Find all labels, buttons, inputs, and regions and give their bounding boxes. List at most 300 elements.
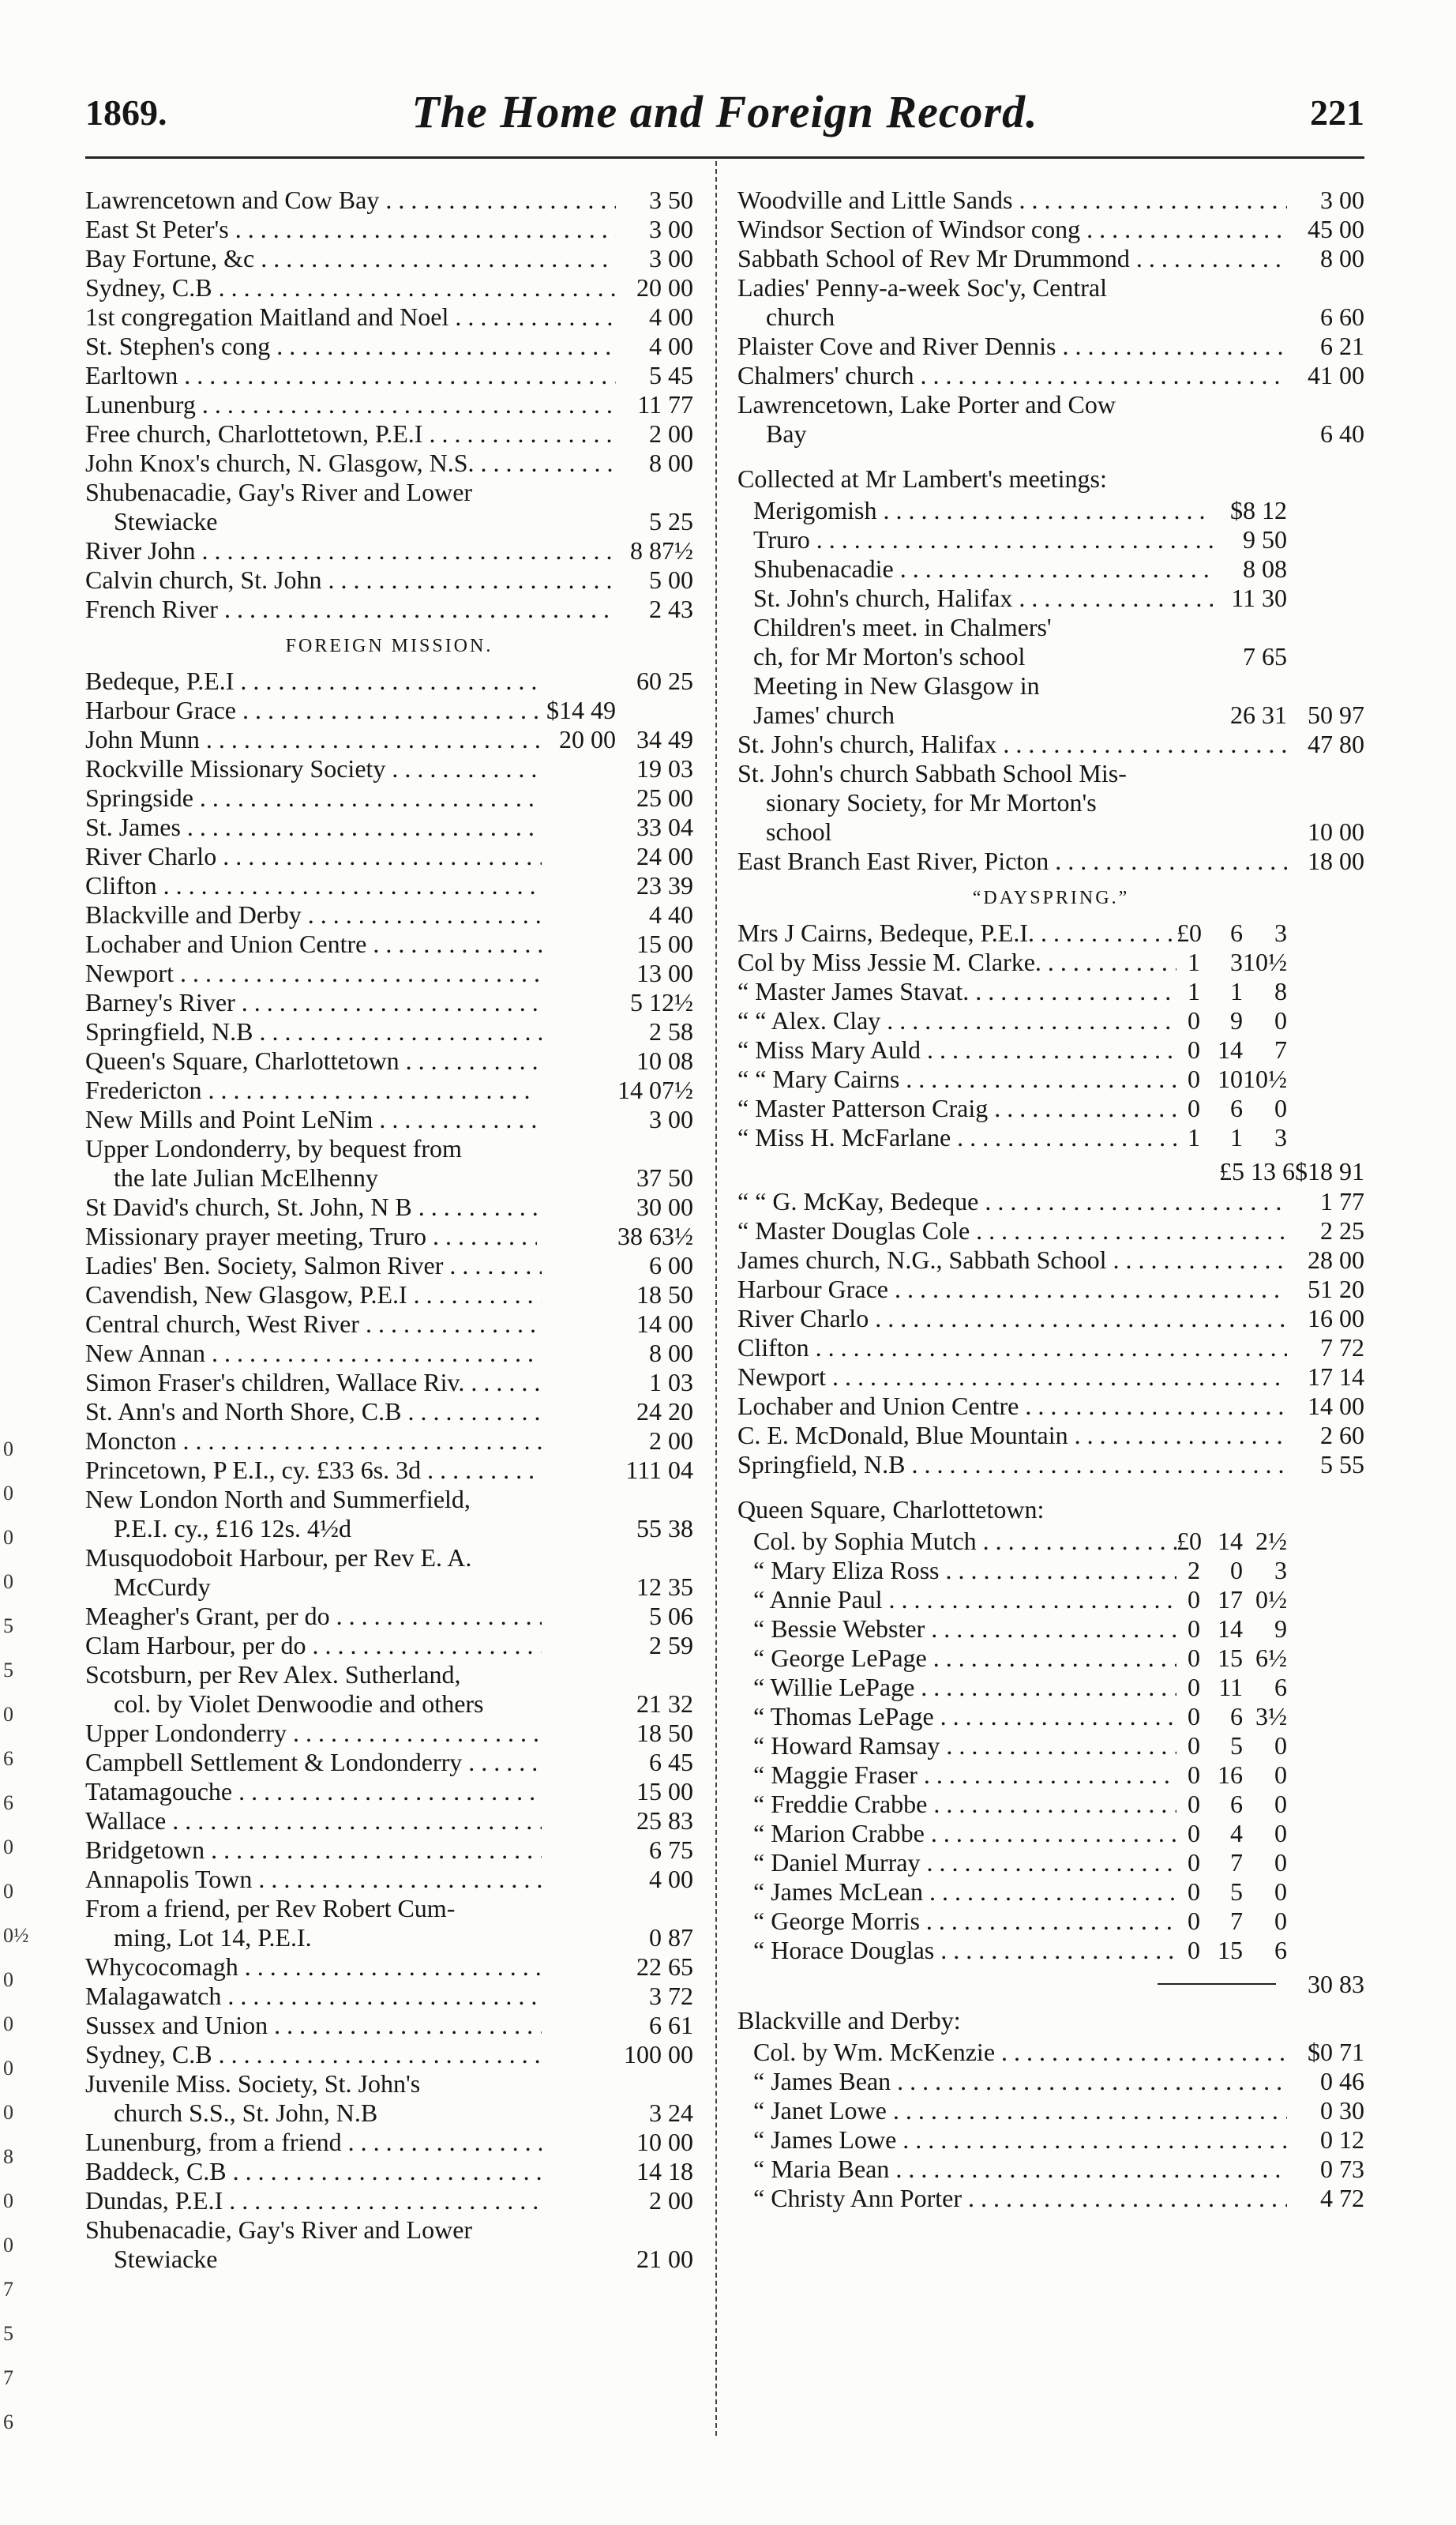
margin-digit: 7	[3, 2366, 13, 2389]
entry-pounds: 0	[1188, 1035, 1200, 1064]
entry-pence: 2½	[1255, 1527, 1287, 1555]
entry-name: St. Stephen's cong . . .	[85, 332, 616, 361]
entry-name: Newport . . .	[85, 959, 542, 988]
entry-row	[85, 1017, 693, 1046]
entry-name: Lochaber and Union Centre . . .	[737, 1392, 1287, 1421]
entry-name: Malagawatch . . .	[85, 1982, 542, 2011]
blackville-heading: Blackville and Derby:	[737, 2006, 961, 2035]
entry-row	[737, 302, 1364, 332]
entry-name: French River . . .	[85, 595, 616, 624]
entry-name: “ Christy Ann Porter . . .	[753, 2184, 1287, 2213]
entry-row	[737, 273, 1364, 302]
total-rule	[1158, 1983, 1276, 1985]
entry-row	[737, 788, 1364, 817]
entry-lsd	[1176, 1585, 1287, 1614]
entry-amount: 11 77	[637, 390, 693, 419]
entry-row	[85, 1719, 693, 1748]
entry-row	[85, 1894, 693, 1923]
entry-row	[737, 1819, 1364, 1848]
entry-row	[737, 1848, 1364, 1877]
entry-amount: 15 00	[636, 1777, 693, 1805]
entry-row	[85, 361, 693, 390]
entry-subtotal: 26 31	[1230, 701, 1287, 729]
entry-pounds: 0	[1188, 1614, 1200, 1643]
entry-row	[737, 1790, 1364, 1819]
margin-digit: 7	[3, 2278, 13, 2301]
entry-shillings: 1	[1230, 1123, 1243, 1152]
entry-row	[85, 1923, 693, 1952]
spacer	[737, 449, 1364, 458]
entry-name: Springfield, N.B . . .	[85, 1017, 542, 1046]
entry-amount: 2 00	[649, 419, 693, 448]
entry-pounds: 0	[1188, 1936, 1200, 1964]
entry-amount: $0 71	[1308, 2038, 1364, 2066]
entry-shillings: 1	[1230, 977, 1243, 1005]
entry-row	[85, 1982, 693, 2011]
entry-amount: 21 32	[636, 1689, 693, 1718]
entry-row	[85, 273, 693, 302]
entry-name: Harbour Grace . . .	[737, 1275, 1287, 1304]
entry-name: St David's church, St. John, N B . . .	[85, 1193, 542, 1222]
entry-amount: 5 06	[649, 1602, 693, 1630]
entry-lsd	[1176, 1527, 1287, 1556]
entry-shillings: 17	[1218, 1585, 1243, 1614]
entry-name: Woodville and Little Sands . . .	[737, 186, 1287, 215]
entry-name: Upper Londonderry . . .	[85, 1719, 542, 1748]
entry-pounds: £0	[1176, 919, 1202, 947]
entry-name: St. James . . .	[85, 813, 542, 842]
entry-row	[737, 1216, 1364, 1246]
entry-subtotal: 20 00	[559, 725, 616, 753]
entry-row	[737, 2184, 1364, 2213]
entry-amount: 8 00	[649, 449, 693, 477]
entry-name: “ Freddie Crabbe . . .	[753, 1790, 1176, 1819]
entry-name: Stewiacke	[114, 2245, 218, 2273]
entry-amount: 18 50	[636, 1719, 693, 1747]
entry-row	[737, 1527, 1364, 1556]
entry-row	[85, 1368, 693, 1397]
entry-pounds: 0	[1188, 1907, 1200, 1935]
entry-row	[85, 2157, 693, 2186]
entry-name: “ Mary Eliza Ross . . .	[753, 1556, 1176, 1585]
entry-shillings: 15	[1218, 1936, 1243, 1964]
entry-amount: 25 00	[636, 783, 693, 812]
entry-row	[85, 1485, 693, 1514]
entry-row	[85, 725, 693, 754]
entry-row	[85, 1456, 693, 1485]
entry-amount: 14 00	[636, 1309, 693, 1338]
entry-shillings: 3	[1230, 948, 1243, 976]
entry-lsd	[1176, 1790, 1287, 1819]
entry-row	[737, 847, 1364, 876]
entry-name: Bay Fortune, &c . . .	[85, 244, 616, 273]
entry-name: “ James McLean . . .	[753, 1877, 1176, 1907]
entry-row	[85, 667, 693, 696]
entry-shillings: 14	[1218, 1035, 1243, 1064]
entry-row	[85, 1309, 693, 1339]
entry-name: Ladies' Penny-a-week Soc'y, Central	[737, 273, 1107, 302]
entry-row	[85, 2099, 693, 2128]
entry-pounds: 2	[1188, 1556, 1200, 1584]
entry-row	[737, 1644, 1364, 1673]
entry-row	[85, 1514, 693, 1543]
entry-amount: 5 00	[649, 565, 693, 594]
entry-shillings: 9	[1230, 1006, 1243, 1035]
entry-row	[737, 496, 1364, 525]
entry-name: Stewiacke	[114, 507, 218, 535]
entry-pence: 6½	[1255, 1644, 1287, 1672]
entry-amount: 3 00	[649, 215, 693, 243]
entry-amount: 2 58	[649, 1017, 693, 1046]
entry-name: “ Horace Douglas . . .	[753, 1936, 1176, 1965]
entry-row	[737, 671, 1364, 701]
entry-row	[737, 613, 1364, 642]
entry-row	[737, 2096, 1364, 2125]
entry-name: Meagher's Grant, per do . . .	[85, 1602, 542, 1631]
entry-name: New London North and Summerfield,	[85, 1485, 471, 1513]
entry-row	[85, 696, 693, 725]
entry-name: Col. by Sophia Mutch . . .	[753, 1527, 1176, 1556]
entry-shillings: 14	[1218, 1527, 1243, 1555]
entry-row	[737, 2155, 1364, 2184]
entry-name: Harbour Grace . . .	[85, 696, 542, 725]
entry-name: New Annan . . .	[85, 1339, 542, 1368]
entry-row	[85, 478, 693, 507]
margin-digit: 0	[3, 2012, 13, 2035]
entry-amount: 6 40	[1320, 419, 1364, 448]
entry-lsd	[1176, 1673, 1287, 1702]
entry-row	[85, 813, 693, 842]
entry-row	[85, 302, 693, 332]
entry-row	[85, 332, 693, 361]
left-column	[85, 186, 693, 2274]
margin-digit: 0	[3, 1968, 13, 1991]
entry-name: “ Maggie Fraser . . .	[753, 1760, 1176, 1790]
entry-row	[85, 1777, 693, 1806]
entry-amount: 3 00	[649, 244, 693, 272]
entry-row	[85, 2069, 693, 2099]
entry-amount: 2 25	[1320, 1216, 1364, 1245]
entry-row	[85, 1163, 693, 1193]
entry-row	[85, 871, 693, 900]
spacer	[737, 1479, 1364, 1489]
entry-name: “ Miss Mary Auld . . .	[737, 1035, 1176, 1065]
entry-name: “ James Bean . . .	[753, 2067, 1287, 2096]
entry-row	[737, 332, 1364, 361]
entry-name: Missionary prayer meeting, Truro . . .	[85, 1222, 537, 1251]
entry-lsd	[1176, 1644, 1287, 1673]
margin-digit: 0	[3, 2057, 13, 2080]
entry-amount: 38 63½	[617, 1222, 693, 1250]
entry-name: St. John's church, Halifax . . .	[737, 730, 1287, 759]
entry-name: Clifton . . .	[737, 1333, 1287, 1362]
entry-row	[85, 1222, 693, 1251]
margin-digit: 0	[3, 1880, 13, 1903]
margin-digit: 0	[3, 1526, 13, 1549]
entry-name: Springside . . .	[85, 783, 542, 813]
entry-row	[737, 1673, 1364, 1702]
entry-pence: 10½	[1243, 1065, 1287, 1093]
entry-amount: 3 50	[649, 186, 693, 214]
entry-name: Queen's Square, Charlottetown . . .	[85, 1046, 542, 1076]
entry-amount: 3 00	[649, 1105, 693, 1133]
entry-subtotal: $14 49	[546, 696, 616, 724]
margin-digit: 0	[3, 2234, 13, 2256]
entry-name: Bay	[766, 419, 807, 448]
entry-amount: 8 87½	[630, 536, 693, 565]
entry-pounds: 1	[1188, 977, 1200, 1005]
entry-row	[737, 1094, 1364, 1123]
entry-name: col. by Violet Denwoodie and others	[114, 1689, 484, 1718]
entry-pence: 0	[1274, 1819, 1287, 1847]
margin-digit: 6	[3, 1747, 13, 1770]
entry-name: “ Janet Lowe . . .	[753, 2096, 1287, 2125]
entry-row	[85, 1426, 693, 1456]
entry-row	[737, 1907, 1364, 1936]
entry-pence: 0	[1274, 1877, 1287, 1906]
entry-amount: 0 87	[649, 1923, 693, 1952]
entry-row	[737, 1035, 1364, 1065]
entry-lsd	[1176, 948, 1287, 977]
dayspring-total-dollars: $18 91	[1295, 1157, 1364, 1185]
dayspring-total-lsd: £5 13 6	[1219, 1157, 1295, 1185]
entry-lsd	[1176, 1877, 1287, 1907]
entry-amount: 6 75	[649, 1836, 693, 1864]
entry-amount: 2 43	[649, 595, 693, 623]
entry-row	[85, 2128, 693, 2157]
entry-pounds: 0	[1188, 1731, 1200, 1760]
entry-amount: 4 00	[649, 302, 693, 331]
entry-name: Chalmers' church . . .	[737, 361, 1287, 390]
entry-pounds: 0	[1188, 1006, 1200, 1035]
entry-pounds: 0	[1188, 1790, 1200, 1818]
entry-amount: 10 08	[636, 1046, 693, 1075]
entry-amount: 4 72	[1320, 2184, 1364, 2212]
entry-amount: 4 00	[649, 332, 693, 360]
entry-pence: 0	[1274, 1790, 1287, 1818]
entry-row	[85, 1865, 693, 1894]
margin-digit: 6	[3, 2410, 13, 2433]
entry-name: Free church, Charlottetown, P.E.I . . .	[85, 419, 616, 449]
entry-amount: 23 39	[636, 871, 693, 900]
entry-row	[85, 2186, 693, 2215]
entry-amount: 6 45	[649, 1748, 693, 1776]
entry-name: Dundas, P.E.I . . .	[85, 2186, 542, 2215]
entry-amount: 51 20	[1308, 1275, 1364, 1303]
margin-digit: 0	[3, 1836, 13, 1858]
entry-name: “ James Lowe . . .	[753, 2125, 1287, 2155]
entry-row	[737, 1006, 1364, 1035]
lambert-heading: Collected at Mr Lambert's meetings:	[737, 464, 1107, 493]
entry-amount: 33 04	[636, 813, 693, 841]
entry-name: Lochaber and Union Centre . . .	[85, 930, 542, 959]
entry-row	[737, 215, 1364, 244]
entry-amount: 28 00	[1308, 1246, 1364, 1274]
entry-amount: 4 00	[649, 1865, 693, 1893]
entry-name: St. John's church, Halifax . . .	[753, 584, 1213, 613]
entry-amount: 37 50	[636, 1163, 693, 1192]
entry-name: Cavendish, New Glasgow, P.E.I . . .	[85, 1280, 542, 1309]
entry-row	[85, 754, 693, 783]
entry-row	[737, 817, 1364, 847]
entry-name: St. John's church Sabbath School Mis-	[737, 759, 1127, 787]
entry-name: Sydney, C.B . . .	[85, 2040, 542, 2069]
entry-lsd	[1176, 1614, 1287, 1644]
entry-name: C. E. McDonald, Blue Mountain . . .	[737, 1421, 1287, 1450]
entry-amount: 6 21	[1320, 332, 1364, 360]
entry-name: Tatamagouche . . .	[85, 1777, 542, 1806]
entry-amount: 5 45	[649, 361, 693, 389]
margin-digit: 0	[3, 1570, 13, 1593]
entry-name: “ George Morris . . .	[753, 1907, 1176, 1936]
entry-shillings: 10	[1218, 1065, 1243, 1093]
entry-row	[737, 1392, 1364, 1421]
entry-name: “ Marion Crabbe . . .	[753, 1819, 1176, 1848]
entry-row	[737, 1123, 1364, 1152]
margin-digit: 5	[3, 1659, 13, 1681]
entry-name: East Branch East River, Picton . . .	[737, 847, 1287, 876]
entry-amount: 41 00	[1308, 361, 1364, 389]
entry-row	[85, 2215, 693, 2245]
entry-name: Sussex and Union . . .	[85, 2011, 542, 2040]
margin-digit: 0	[3, 2101, 13, 2124]
entry-row	[85, 1105, 693, 1134]
entry-row	[85, 536, 693, 565]
entry-row	[737, 361, 1364, 390]
entry-amount: 15 00	[636, 930, 693, 958]
entry-shillings: 6	[1230, 919, 1243, 947]
entry-shillings: 5	[1230, 1877, 1243, 1906]
entry-row	[737, 1333, 1364, 1362]
entry-shillings: 7	[1230, 1907, 1243, 1935]
entry-row	[85, 1193, 693, 1222]
entry-name: Merigomish . . .	[753, 496, 1213, 525]
entry-name: Blackville and Derby . . .	[85, 900, 542, 930]
entry-subtotal: 8 08	[1243, 554, 1287, 583]
entry-row	[737, 1702, 1364, 1731]
entry-row	[85, 449, 693, 478]
entry-lsd	[1176, 1094, 1287, 1123]
entry-row	[737, 1614, 1364, 1644]
entry-name: Campbell Settlement & Londonderry . . .	[85, 1748, 542, 1777]
entry-row	[737, 525, 1364, 554]
entry-row	[85, 1046, 693, 1076]
entry-row	[737, 1187, 1364, 1216]
entry-name: Springfield, N.B . . .	[737, 1450, 1287, 1479]
entry-name: Musquodoboit Harbour, per Rev E. A.	[85, 1543, 472, 1572]
entry-name: James church, N.G., Sabbath School . . .	[737, 1246, 1287, 1275]
entry-name: Bridgetown . . .	[85, 1836, 542, 1865]
entry-amount: 10 00	[1308, 817, 1364, 846]
entry-name: Sydney, C.B . . .	[85, 273, 616, 302]
entry-row	[737, 1304, 1364, 1333]
entry-lsd	[1176, 1936, 1287, 1965]
queen-square-heading: Queen Square, Charlottetown:	[737, 1495, 1045, 1524]
entry-row	[85, 900, 693, 930]
entry-name: Sabbath School of Rev Mr Drummond . . .	[737, 244, 1287, 273]
entry-row	[85, 1631, 693, 1660]
entry-lsd	[1176, 1702, 1287, 1731]
entry-row	[737, 1362, 1364, 1392]
entry-amount: 20 00	[636, 273, 693, 302]
entry-amount: 25 83	[636, 1806, 693, 1835]
entry-pounds: 0	[1188, 1702, 1200, 1730]
entry-name: John Munn . . .	[85, 725, 542, 754]
header-year: 1869.	[85, 92, 167, 133]
entry-name: Barney's River . . .	[85, 988, 542, 1017]
entry-row	[85, 1572, 693, 1602]
queen-square-total-row	[737, 1968, 1364, 2000]
entry-row	[737, 1877, 1364, 1907]
entry-pence: 0	[1274, 1006, 1287, 1035]
entry-name: “ “ Alex. Clay . . .	[737, 1006, 1176, 1035]
entry-name: “ Daniel Murray . . .	[753, 1848, 1176, 1877]
entry-name: Mrs J Cairns, Bedeque, P.E.I. . . .	[737, 919, 1176, 948]
entry-name: Lawrencetown, Lake Porter and Cow	[737, 390, 1116, 419]
entry-amount: 0 46	[1320, 2067, 1364, 2095]
entry-name: Shubenacadie . . .	[753, 554, 1213, 584]
entry-row	[85, 244, 693, 273]
entry-row	[85, 595, 693, 624]
entry-amount: 14 07½	[617, 1076, 693, 1104]
entry-pence: 6	[1274, 1673, 1287, 1701]
margin-digit: 5	[3, 1614, 13, 1637]
entry-pounds: £0	[1176, 1527, 1202, 1555]
entry-name: From a friend, per Rev Robert Cum-	[85, 1894, 456, 1922]
entry-row	[737, 2125, 1364, 2155]
foreign-mission-heading: FOREIGN MISSION.	[285, 636, 493, 656]
entry-subtotal: 9 50	[1243, 525, 1287, 554]
entry-name: Bedeque, P.E.I . . .	[85, 667, 542, 696]
entry-row	[737, 244, 1364, 273]
entry-pence: 0½	[1255, 1585, 1287, 1614]
entry-amount: 3 00	[1320, 186, 1364, 214]
entry-name: Annapolis Town . . .	[85, 1865, 542, 1894]
entry-shillings: 16	[1218, 1760, 1243, 1789]
entry-name: Shubenacadie, Gay's River and Lower	[85, 478, 473, 506]
entry-row	[85, 1397, 693, 1426]
entry-amount: 6 00	[649, 1251, 693, 1279]
entry-shillings: 0	[1230, 1556, 1243, 1584]
entry-amount: 16 00	[1308, 1304, 1364, 1332]
entry-name: Lunenburg, from a friend . . .	[85, 2128, 542, 2157]
entry-amount: 50 97	[1308, 701, 1364, 729]
entry-pounds: 0	[1188, 1673, 1200, 1701]
entry-lsd	[1176, 1065, 1287, 1094]
entry-name: Clam Harbour, per do . . .	[85, 1631, 542, 1660]
entry-row	[85, 565, 693, 595]
entry-pence: 3	[1274, 919, 1287, 947]
entry-pounds: 0	[1188, 1094, 1200, 1122]
entry-name: Lunenburg . . .	[85, 390, 616, 419]
entry-name: church	[766, 302, 835, 331]
entry-name: Windsor Section of Windsor cong . . .	[737, 215, 1287, 244]
entry-name: Scotsburn, per Rev Alex. Sutherland,	[85, 1660, 461, 1689]
entry-amount: 1 03	[649, 1368, 693, 1396]
entry-name: P.E.I. cy., £16 12s. 4½d	[114, 1514, 352, 1542]
entry-pence: 3½	[1255, 1702, 1287, 1730]
entry-amount: 2 60	[1320, 1421, 1364, 1449]
entry-pence: 0	[1274, 1094, 1287, 1122]
entry-row	[737, 584, 1364, 613]
entry-subtotal: $8 12	[1230, 496, 1287, 524]
entry-row	[85, 930, 693, 959]
entry-lsd	[1176, 1731, 1287, 1760]
entry-row	[85, 186, 693, 215]
entry-row	[737, 977, 1364, 1006]
entry-name: River John . . .	[85, 536, 616, 565]
entry-amount: 3 24	[649, 2099, 693, 2127]
